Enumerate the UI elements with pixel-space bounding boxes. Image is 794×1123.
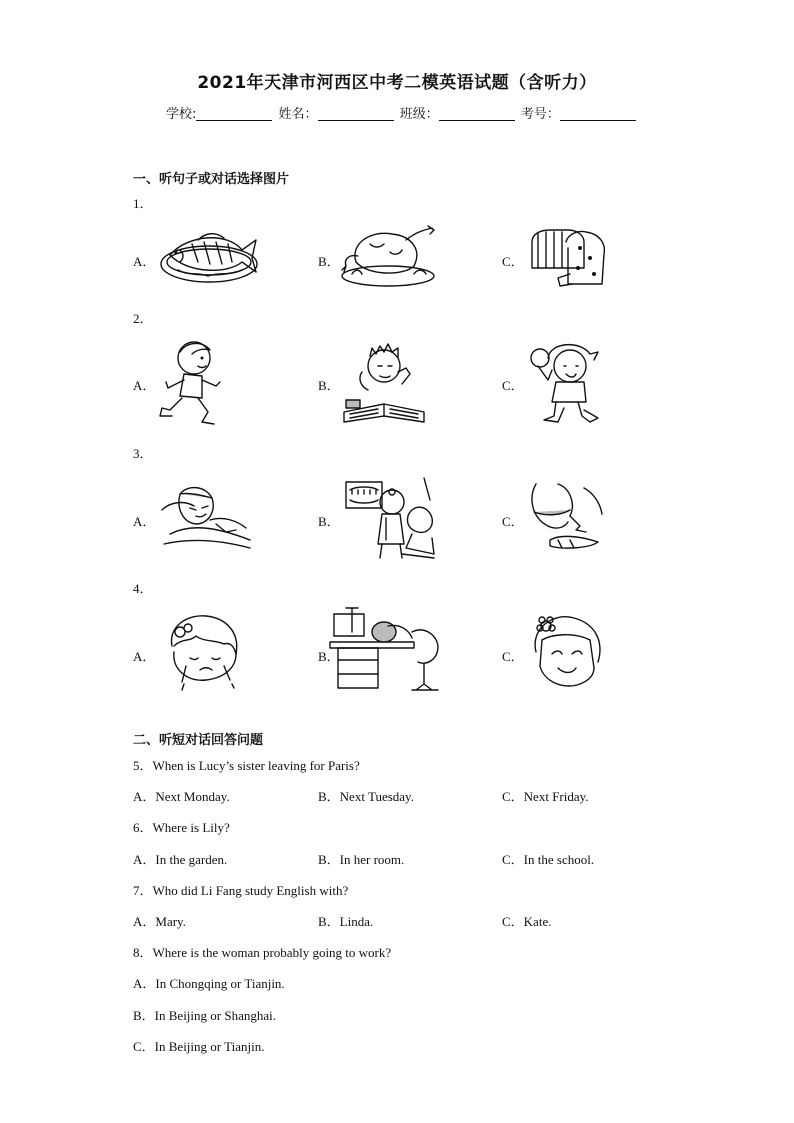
q6-option-b[interactable]: B．In her room.: [318, 852, 405, 867]
class-label: 班级：: [399, 107, 439, 122]
q2-option-c[interactable]: C．: [502, 378, 524, 393]
q8-option-a[interactable]: A．In Chongqing or Tianjin.: [133, 976, 285, 991]
q6-number: 6．: [133, 820, 153, 835]
sick-person-in-bed-image[interactable]: [160, 480, 252, 552]
q3-option-c[interactable]: C．: [502, 514, 524, 529]
q7-question: [133, 880, 348, 899]
q1-option-c[interactable]: C．: [502, 254, 524, 269]
q8-option-c[interactable]: C．In Beijing or Tianjin.: [133, 1039, 265, 1054]
q8-option-b[interactable]: B．In Beijing or Shanghai.: [133, 1008, 276, 1023]
section2-heading: 二、听短对话回答问题: [133, 733, 264, 748]
q7-text: Who did Li Fang study English with?: [152, 883, 349, 898]
boy-reading-book-image[interactable]: [340, 338, 428, 426]
q6-option-a[interactable]: A．In the garden.: [133, 852, 228, 867]
q4-option-a[interactable]: A．: [133, 649, 156, 664]
q5-question: [133, 755, 360, 774]
q3-option-a[interactable]: A．: [133, 514, 156, 529]
q8-text: Where is the woman probably going to work?: [152, 945, 392, 960]
student-info-line: [166, 103, 638, 122]
q4-option-b[interactable]: B．: [318, 649, 340, 664]
q1-number: 1．: [133, 196, 153, 211]
q7-option-a[interactable]: A．Mary.: [133, 914, 186, 929]
q5-number: 5．: [133, 758, 153, 773]
q7-option-c[interactable]: C．Kate.: [502, 914, 552, 929]
school-label: 学校:: [166, 107, 197, 122]
smiling-girl-image[interactable]: [524, 612, 608, 692]
exam-no-blank[interactable]: [560, 108, 636, 121]
school-blank[interactable]: [196, 108, 272, 121]
q1-option-a[interactable]: A．: [133, 254, 156, 269]
class-blank[interactable]: [439, 108, 515, 121]
q7-option-b[interactable]: B．Linda.: [318, 914, 374, 929]
roast-chicken-image[interactable]: [340, 224, 440, 288]
q8-number: 8．: [133, 945, 153, 960]
section1-heading: 一、听句子或对话选择图片: [133, 172, 290, 187]
bread-loaf-image[interactable]: [528, 228, 614, 288]
name-blank[interactable]: [318, 108, 394, 121]
crying-girl-image[interactable]: [160, 612, 244, 692]
q5-text: When is Lucy’s sister leaving for Paris?: [152, 758, 360, 773]
name-label: 姓名：: [278, 107, 318, 122]
fish-on-plate-image[interactable]: [158, 222, 260, 288]
dentist-with-patient-image[interactable]: [342, 474, 442, 562]
q8-question: [133, 942, 391, 961]
boy-eating-ice-cream-image[interactable]: [528, 336, 608, 428]
q2-option-b[interactable]: B．: [318, 378, 340, 393]
q2-number: 2．: [133, 311, 153, 326]
q1-option-b[interactable]: B．: [318, 254, 340, 269]
q5-option-c[interactable]: C．Next Friday.: [502, 789, 589, 804]
q6-option-c[interactable]: C．In the school.: [502, 852, 595, 867]
q2-option-a[interactable]: A．: [133, 378, 156, 393]
q5-option-a[interactable]: A．Next Monday.: [133, 789, 230, 804]
q4-option-c[interactable]: C．: [502, 649, 524, 664]
q6-question: [133, 817, 230, 836]
boy-running-image[interactable]: [158, 338, 226, 428]
q4-number: 4．: [133, 581, 153, 596]
exam-no-label: 考号：: [520, 107, 560, 122]
q7-number: 7．: [133, 883, 153, 898]
q5-option-b[interactable]: B．Next Tuesday.: [318, 789, 414, 804]
q6-text: Where is Lily?: [152, 820, 230, 835]
q3-option-b[interactable]: B．: [318, 514, 340, 529]
tired-at-desk-image[interactable]: [328, 606, 444, 696]
q3-number: 3．: [133, 446, 153, 461]
page-title: 2021年天津市河西区中考二模英语试题（含听力）: [197, 73, 597, 93]
hurt-foot-image[interactable]: [530, 482, 608, 552]
